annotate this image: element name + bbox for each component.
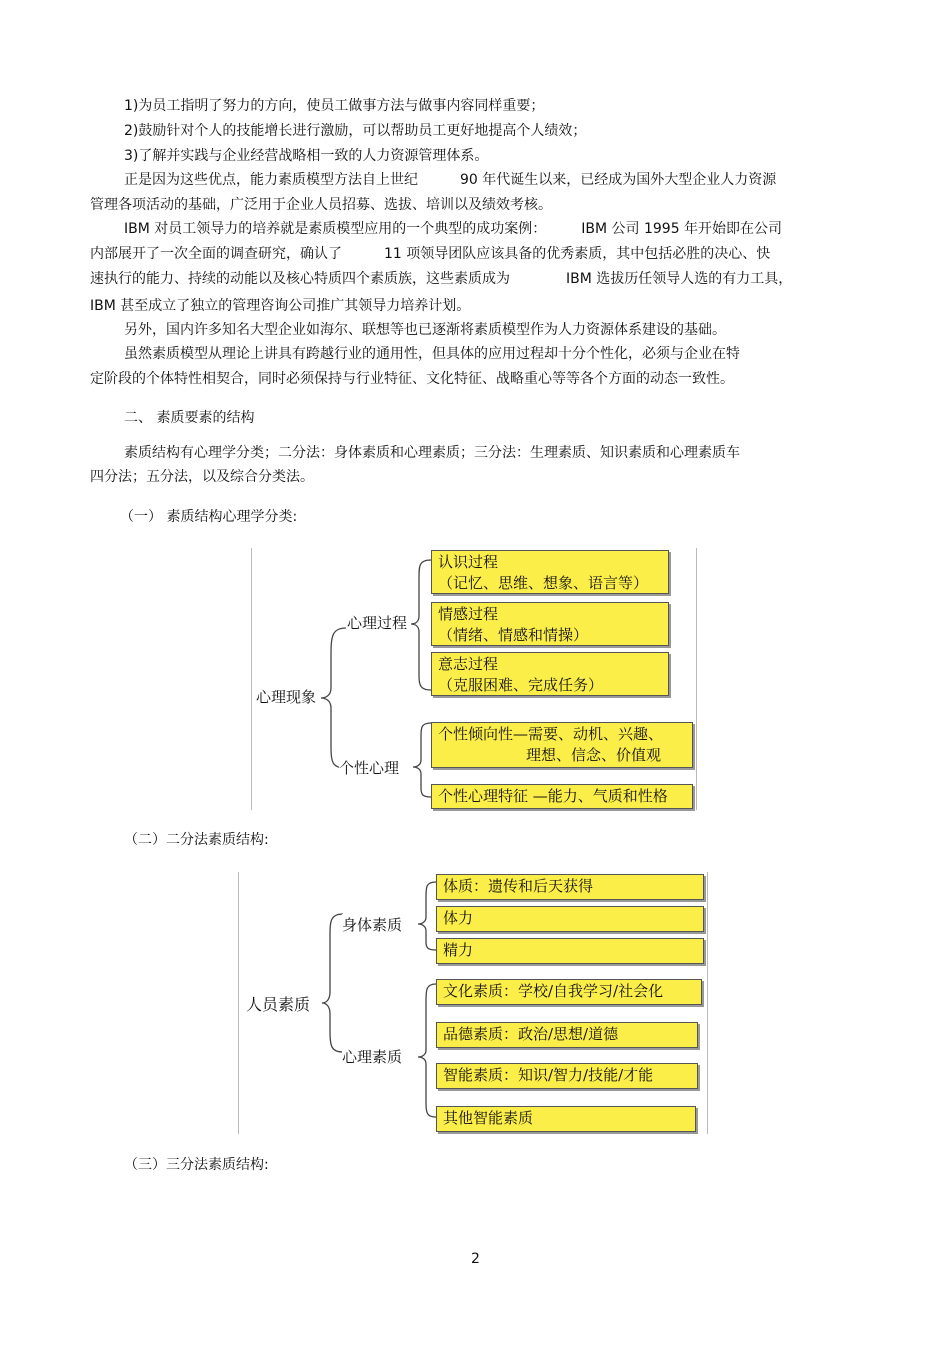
- branch-node: 心理素质: [342, 1048, 403, 1066]
- text-line: 3)了解并实践与企业经营战略相一致的人力资源管理体系。: [124, 148, 489, 164]
- psychology-classification-diagram: [251, 548, 697, 810]
- section-heading: 二、 素质要素的结构: [124, 410, 255, 426]
- branch-node: 个性心理: [339, 759, 400, 777]
- text-line: 素质结构有心理学分类；二分法：身体素质和心理素质；三分法：生理素质、知识素质和心理素质车: [124, 445, 740, 461]
- two-part-classification-diagram: [238, 872, 708, 1134]
- text-line: 内部展开了一次全面的调查研究，确认了 11 项领导团队应该具备的优秀素质，其中包括必胜的决心、快: [90, 246, 771, 262]
- branch-node: 身体素质: [342, 916, 403, 934]
- text-line: 2)鼓励针对个人的技能增长进行激励，可以帮助员工更好地提高个人绩效；: [124, 123, 587, 139]
- text-line: IBM 对员工领导力的培养就是素质模型应用的一个典型的成功案例： IBM 公司 1995 年开始即在公司: [124, 221, 783, 237]
- text-line: 虽然素质模型从理论上讲具有跨越行业的通用性，但具体的应用过程却十分个性化，必须与企业在特: [124, 346, 740, 362]
- text-line: 正是因为这些优点，能力素质模型方法自上世纪 90 年代诞生以来，已经成为国外大型企业人力资源: [124, 172, 777, 188]
- text-line: 管理各项活动的基础，广泛用于企业人员招募、选拔、培训以及绩效考核。: [90, 197, 552, 213]
- text-line: 另外，国内许多知名大型企业如海尔、联想等也已逐渐将素质模型作为人力资源体系建设的基础。: [124, 322, 726, 338]
- text-line: IBM 甚至成立了独立的管理咨询公司推广其领导力培养计划。: [90, 298, 471, 314]
- subsection-heading: （三）三分法素质结构:: [124, 1157, 269, 1173]
- page-number: 2: [471, 1251, 480, 1267]
- branch-node: 心理过程: [347, 614, 408, 632]
- category-box: 其他智能素质: [436, 1106, 696, 1132]
- category-box: 认识过程 （记忆、思维、想象、语言等）: [431, 550, 669, 594]
- category-box: 品德素质：政治/思想/道德: [436, 1022, 698, 1048]
- text-line: 定阶段的个体特性相契合，同时必须保持与行业特征、文化特征、战略重心等等各个方面的动态一致性。: [90, 371, 734, 387]
- root-node: 心理现象: [256, 688, 317, 706]
- category-box: 体力: [436, 906, 704, 932]
- text-line: 四分法；五分法，以及综合分类法。: [90, 469, 314, 485]
- category-box: 智能素质：知识/智力/技能/才能: [436, 1063, 698, 1089]
- text-line: 速执行的能力、持续的动能以及核心特质四个素质族，这些素质成为 IBM 选拔历任领导人选的有力工具，: [90, 271, 793, 287]
- category-box: 个性倾向性—需要、动机、兴趣、 理想、信念、价值观: [431, 722, 693, 768]
- category-box: 情感过程 （情绪、情感和情操）: [431, 602, 669, 646]
- text-line: 1)为员工指明了努力的方向，使员工做事方法与做事内容同样重要；: [124, 98, 545, 114]
- category-box: 体质：遗传和后天获得: [436, 874, 704, 900]
- category-box: 精力: [436, 938, 704, 964]
- category-box: 个性心理特征 —能力、气质和性格: [431, 784, 693, 809]
- subsection-heading: （一） 素质结构心理学分类:: [120, 509, 298, 525]
- category-box: 文化素质：学校/自我学习/社会化: [436, 979, 702, 1005]
- root-node: 人员素质: [246, 992, 310, 1015]
- category-box: 意志过程 （克服困难、完成任务）: [431, 652, 669, 696]
- subsection-heading: （二）二分法素质结构:: [124, 832, 269, 848]
